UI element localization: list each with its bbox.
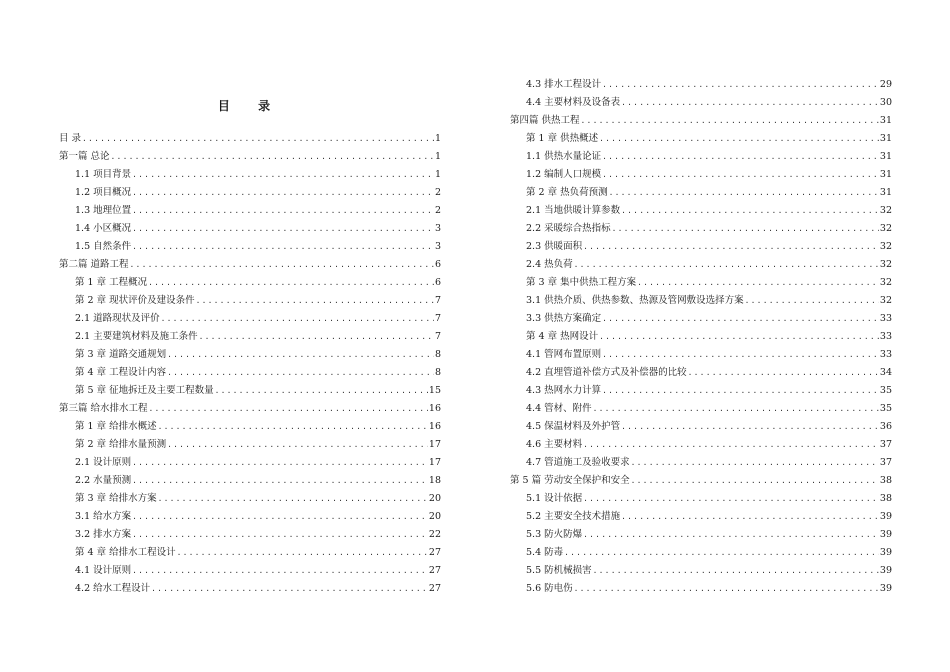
toc-entry[interactable] <box>510 127 892 145</box>
toc-entry-title: 第 2 章 现状评价及建设条件 <box>75 295 195 306</box>
toc-entry-title: 第 4 章 工程设计内容 <box>75 367 167 378</box>
dot-leader <box>132 187 434 199</box>
toc-entry[interactable] <box>59 397 441 415</box>
dot-leader <box>132 205 434 217</box>
toc-entry[interactable] <box>59 127 441 145</box>
toc-entry-title: 第 1 章 供热概述 <box>526 133 599 144</box>
toc-entry-title: 1.5 自然条件 <box>75 241 132 252</box>
toc-entry[interactable] <box>59 235 441 253</box>
toc-entry-page-number: 6 <box>434 259 441 270</box>
toc-entry[interactable] <box>510 145 892 163</box>
toc-entry[interactable] <box>59 253 441 271</box>
toc-entry-page-number: 29 <box>879 79 892 90</box>
toc-entry-page-number: 39 <box>879 529 892 540</box>
toc-entry-page-number: 27 <box>428 565 441 576</box>
dot-leader <box>574 583 879 595</box>
toc-entry-page-number: 31 <box>879 133 892 144</box>
dot-leader <box>158 421 428 433</box>
dot-leader <box>583 241 879 253</box>
toc-entry[interactable] <box>510 163 892 181</box>
dot-leader <box>215 385 428 397</box>
toc-entry[interactable] <box>510 577 892 595</box>
toc-entry[interactable] <box>510 271 892 289</box>
toc-entry-page-number: 3 <box>434 241 441 252</box>
dot-leader <box>609 187 879 199</box>
toc-entry[interactable] <box>59 559 441 577</box>
toc-entry[interactable] <box>510 433 892 451</box>
toc-entry-title: 1.3 地理位置 <box>75 205 132 216</box>
toc-entry-title: 第 1 章 给排水概述 <box>75 421 157 432</box>
dot-leader <box>132 475 428 487</box>
dot-leader <box>158 493 428 505</box>
dot-leader <box>177 547 428 559</box>
toc-entry[interactable] <box>510 559 892 577</box>
toc-entry[interactable] <box>59 289 441 307</box>
toc-entry-title: 第 5 章 征地拆迁及主要工程数量 <box>75 385 214 396</box>
toc-entry-page-number: 32 <box>879 295 892 306</box>
toc-entry-title: 第 2 章 给排水量预测 <box>75 439 167 450</box>
toc-entry-title: 2.1 主要建筑材料及施工条件 <box>75 331 198 342</box>
toc-entry-title: 4.2 给水工程设计 <box>75 583 151 594</box>
toc-entry-title: 2.2 采暖综合热指标 <box>526 223 611 234</box>
dot-leader <box>132 511 428 523</box>
dot-leader <box>631 457 879 469</box>
toc-entry[interactable] <box>59 505 441 523</box>
toc-entry-page-number: 32 <box>879 205 892 216</box>
toc-left-column <box>59 127 441 595</box>
toc-entry-page-number: 36 <box>879 421 892 432</box>
toc-entry-title: 2.1 设计原则 <box>75 457 132 468</box>
toc-entry-title: 4.1 设计原则 <box>75 565 132 576</box>
toc-entry-title: 1.1 项目背景 <box>75 169 132 180</box>
toc-entry[interactable] <box>510 181 892 199</box>
toc-entry-title: 5.2 主要安全技术措施 <box>526 511 621 522</box>
toc-entry-page-number: 16 <box>428 403 441 414</box>
toc-entry-title: 4.2 直埋管道补偿方式及补偿器的比较 <box>526 367 687 378</box>
toc-entry[interactable] <box>510 469 892 487</box>
toc-entry-page-number: 33 <box>879 313 892 324</box>
toc-entry[interactable] <box>510 199 892 217</box>
toc-entry[interactable] <box>510 253 892 271</box>
toc-entry-page-number: 39 <box>879 511 892 522</box>
toc-entry-page-number: 32 <box>879 259 892 270</box>
toc-entry-page-number: 35 <box>879 385 892 396</box>
toc-entry-title: 1.2 编制人口规模 <box>526 169 602 180</box>
toc-entry[interactable] <box>510 523 892 541</box>
toc-entry[interactable] <box>510 307 892 325</box>
dot-leader <box>132 241 434 253</box>
toc-entry[interactable] <box>510 487 892 505</box>
dot-leader <box>581 115 879 127</box>
toc-entry[interactable] <box>59 577 441 595</box>
toc-entry-title: 第一篇 总论 <box>59 151 110 162</box>
toc-entry-page-number: 32 <box>879 223 892 234</box>
toc-entry[interactable] <box>510 217 892 235</box>
toc-entry[interactable] <box>59 523 441 541</box>
dot-leader <box>149 403 428 415</box>
toc-entry-title: 4.4 管材、附件 <box>526 403 592 414</box>
dot-leader <box>593 565 879 577</box>
toc-entry-page-number: 37 <box>879 457 892 468</box>
toc-entry-page-number: 35 <box>879 403 892 414</box>
toc-entry-page-number: 20 <box>428 511 441 522</box>
toc-entry[interactable] <box>59 181 441 199</box>
toc-entry-title: 4.3 排水工程设计 <box>526 79 602 90</box>
toc-entry-title: 第 4 章 热网设计 <box>526 331 599 342</box>
toc-entry[interactable] <box>510 505 892 523</box>
toc-entry-title: 4.7 管道施工及验收要求 <box>526 457 630 468</box>
toc-entry-title: 3.1 供热介质、供热参数、热源及管网敷设选择方案 <box>526 295 744 306</box>
toc-entry-page-number: 27 <box>428 583 441 594</box>
toc-entry-title: 5.5 防机械损害 <box>526 565 592 576</box>
toc-entry-title: 2.4 热负荷 <box>526 259 573 270</box>
toc-entry-title: 1.2 项目概况 <box>75 187 132 198</box>
toc-entry-title: 第 5 篇 劳动安全保护和安全 <box>510 475 630 486</box>
toc-entry-page-number: 8 <box>434 349 441 360</box>
dot-leader <box>745 295 879 307</box>
toc-entry[interactable] <box>59 325 441 343</box>
toc-entry[interactable] <box>510 235 892 253</box>
dot-leader <box>599 133 879 145</box>
toc-entry[interactable] <box>510 325 892 343</box>
toc-entry-title: 第 3 章 集中供热工程方案 <box>526 277 637 288</box>
dot-leader <box>132 457 428 469</box>
toc-entry-page-number: 37 <box>879 439 892 450</box>
dot-leader <box>602 169 879 181</box>
toc-entry-page-number: 6 <box>434 277 441 288</box>
toc-entry[interactable] <box>510 361 892 379</box>
toc-entry[interactable] <box>510 343 892 361</box>
toc-entry[interactable] <box>510 397 892 415</box>
toc-entry[interactable] <box>510 289 892 307</box>
toc-entry-page-number: 39 <box>879 583 892 594</box>
toc-entry-title: 2.1 当地供暖计算参数 <box>526 205 621 216</box>
toc-entry-title: 第 3 章 道路交通规划 <box>75 349 167 360</box>
toc-entry[interactable] <box>59 415 441 433</box>
toc-entry-title: 3.2 排水方案 <box>75 529 132 540</box>
toc-entry-title: 1.4 小区概况 <box>75 223 132 234</box>
dot-leader <box>688 367 879 379</box>
toc-entry-page-number: 3 <box>434 223 441 234</box>
toc-entry-title: 3.3 供热方案确定 <box>526 313 602 324</box>
toc-entry-page-number: 16 <box>428 421 441 432</box>
toc-entry-page-number: 7 <box>434 331 441 342</box>
toc-entry[interactable] <box>59 433 441 451</box>
dot-leader <box>621 97 879 109</box>
dot-leader <box>167 367 434 379</box>
toc-entry-title: 4.4 主要材料及设备表 <box>526 97 621 108</box>
toc-entry-page-number: 2 <box>434 205 441 216</box>
toc-entry-page-number: 7 <box>434 313 441 324</box>
dot-leader <box>602 79 879 91</box>
dot-leader <box>602 349 879 361</box>
toc-entry-title: 4.6 主要材料 <box>526 439 583 450</box>
dot-leader <box>602 151 879 163</box>
toc-entry-page-number: 38 <box>879 475 892 486</box>
dot-leader <box>621 421 879 433</box>
toc-entry[interactable] <box>510 415 892 433</box>
toc-entry-title: 目 录 <box>59 133 82 144</box>
dot-leader <box>583 529 879 541</box>
toc-entry-title: 2.2 水量预测 <box>75 475 132 486</box>
toc-entry[interactable] <box>510 91 892 109</box>
toc-entry[interactable] <box>59 469 441 487</box>
dot-leader <box>593 403 879 415</box>
toc-entry[interactable] <box>59 199 441 217</box>
dot-leader <box>130 259 434 271</box>
toc-entry-page-number: 17 <box>428 439 441 450</box>
toc-entry[interactable] <box>59 541 441 559</box>
toc-entry[interactable] <box>59 271 441 289</box>
dot-leader <box>599 331 879 343</box>
toc-entry-title: 5.3 防火防爆 <box>526 529 583 540</box>
dot-leader <box>161 313 434 325</box>
dot-leader <box>583 439 879 451</box>
toc-entry[interactable] <box>59 163 441 181</box>
dot-leader <box>132 565 428 577</box>
toc-entry-page-number: 1 <box>434 169 441 180</box>
toc-entry-page-number: 39 <box>879 547 892 558</box>
toc-entry-title: 3.1 给水方案 <box>75 511 132 522</box>
dot-leader <box>111 151 434 163</box>
toc-entry-page-number: 33 <box>879 331 892 342</box>
dot-leader <box>583 493 879 505</box>
toc-entry-title: 第 2 章 热负荷预测 <box>526 187 608 198</box>
dot-leader <box>602 385 879 397</box>
toc-entry-title: 5.4 防毒 <box>526 547 564 558</box>
dot-leader <box>621 511 879 523</box>
toc-entry[interactable] <box>59 307 441 325</box>
toc-entry-page-number: 7 <box>434 295 441 306</box>
toc-entry-title: 5.6 防电伤 <box>526 583 573 594</box>
toc-entry[interactable] <box>59 343 441 361</box>
toc-entry[interactable] <box>59 487 441 505</box>
dot-leader <box>82 133 434 145</box>
toc-entry-page-number: 33 <box>879 349 892 360</box>
toc-entry-title: 2.1 道路现状及评价 <box>75 313 160 324</box>
dot-leader <box>132 529 428 541</box>
toc-entry[interactable] <box>59 361 441 379</box>
toc-entry-page-number: 22 <box>428 529 441 540</box>
toc-entry-title: 4.3 热网水力计算 <box>526 385 602 396</box>
dot-leader <box>151 583 428 595</box>
dot-leader <box>196 295 434 307</box>
toc-entry-page-number: 30 <box>879 97 892 108</box>
toc-entry-title: 第 1 章 工程概况 <box>75 277 148 288</box>
toc-entry-page-number: 2 <box>434 187 441 198</box>
dot-leader <box>167 439 428 451</box>
toc-entry-page-number: 18 <box>428 475 441 486</box>
toc-entry-page-number: 1 <box>434 151 441 162</box>
toc-entry-title: 第 4 章 给排水工程设计 <box>75 547 176 558</box>
toc-entry-title: 第三篇 给水排水工程 <box>59 403 148 414</box>
toc-entry-page-number: 8 <box>434 367 441 378</box>
toc-entry[interactable] <box>510 541 892 559</box>
toc-entry[interactable] <box>59 145 441 163</box>
toc-entry[interactable] <box>510 379 892 397</box>
toc-entry-page-number: 1 <box>434 133 441 144</box>
toc-entry-page-number: 32 <box>879 277 892 288</box>
toc-entry-page-number: 38 <box>879 493 892 504</box>
dot-leader <box>637 277 879 289</box>
dot-leader <box>167 349 434 361</box>
dot-leader <box>132 169 434 181</box>
toc-entry-page-number: 31 <box>879 187 892 198</box>
dot-leader <box>148 277 434 289</box>
toc-entry[interactable] <box>510 451 892 469</box>
dot-leader <box>621 205 879 217</box>
dot-leader <box>631 475 879 487</box>
toc-entry[interactable] <box>59 379 441 397</box>
toc-entry[interactable] <box>59 451 441 469</box>
toc-entry-title: 2.3 供暖面积 <box>526 241 583 252</box>
page-title: 目 录 <box>217 99 283 113</box>
toc-entry-page-number: 31 <box>879 151 892 162</box>
toc-entry-title: 4.5 保温材料及外护管 <box>526 421 621 432</box>
toc-entry-title: 第 3 章 给排水方案 <box>75 493 157 504</box>
dot-leader <box>612 223 879 235</box>
toc-entry-page-number: 31 <box>879 115 892 126</box>
toc-entry[interactable] <box>510 109 892 127</box>
toc-entry-page-number: 39 <box>879 565 892 576</box>
toc-entry-title: 第四篇 供热工程 <box>510 115 580 126</box>
toc-entry-title: 第二篇 道路工程 <box>59 259 129 270</box>
toc-entry-title: 4.1 管网布置原则 <box>526 349 602 360</box>
toc-entry-page-number: 31 <box>879 169 892 180</box>
toc-entry-page-number: 17 <box>428 457 441 468</box>
dot-leader <box>199 331 434 343</box>
dot-leader <box>132 223 434 235</box>
toc-entry-title: 1.1 供热水量论证 <box>526 151 602 162</box>
dot-leader <box>564 547 879 559</box>
toc-entry[interactable] <box>510 73 892 91</box>
toc-right-column <box>510 73 892 595</box>
toc-entry-page-number: 32 <box>879 241 892 252</box>
toc-entry-page-number: 27 <box>428 547 441 558</box>
dot-leader <box>574 259 879 271</box>
toc-entry-page-number: 34 <box>879 367 892 378</box>
toc-entry-page-number: 20 <box>428 493 441 504</box>
toc-entry-title: 5.1 设计依据 <box>526 493 583 504</box>
toc-entry-page-number: 15 <box>428 385 441 396</box>
dot-leader <box>602 313 879 325</box>
toc-entry[interactable] <box>59 217 441 235</box>
